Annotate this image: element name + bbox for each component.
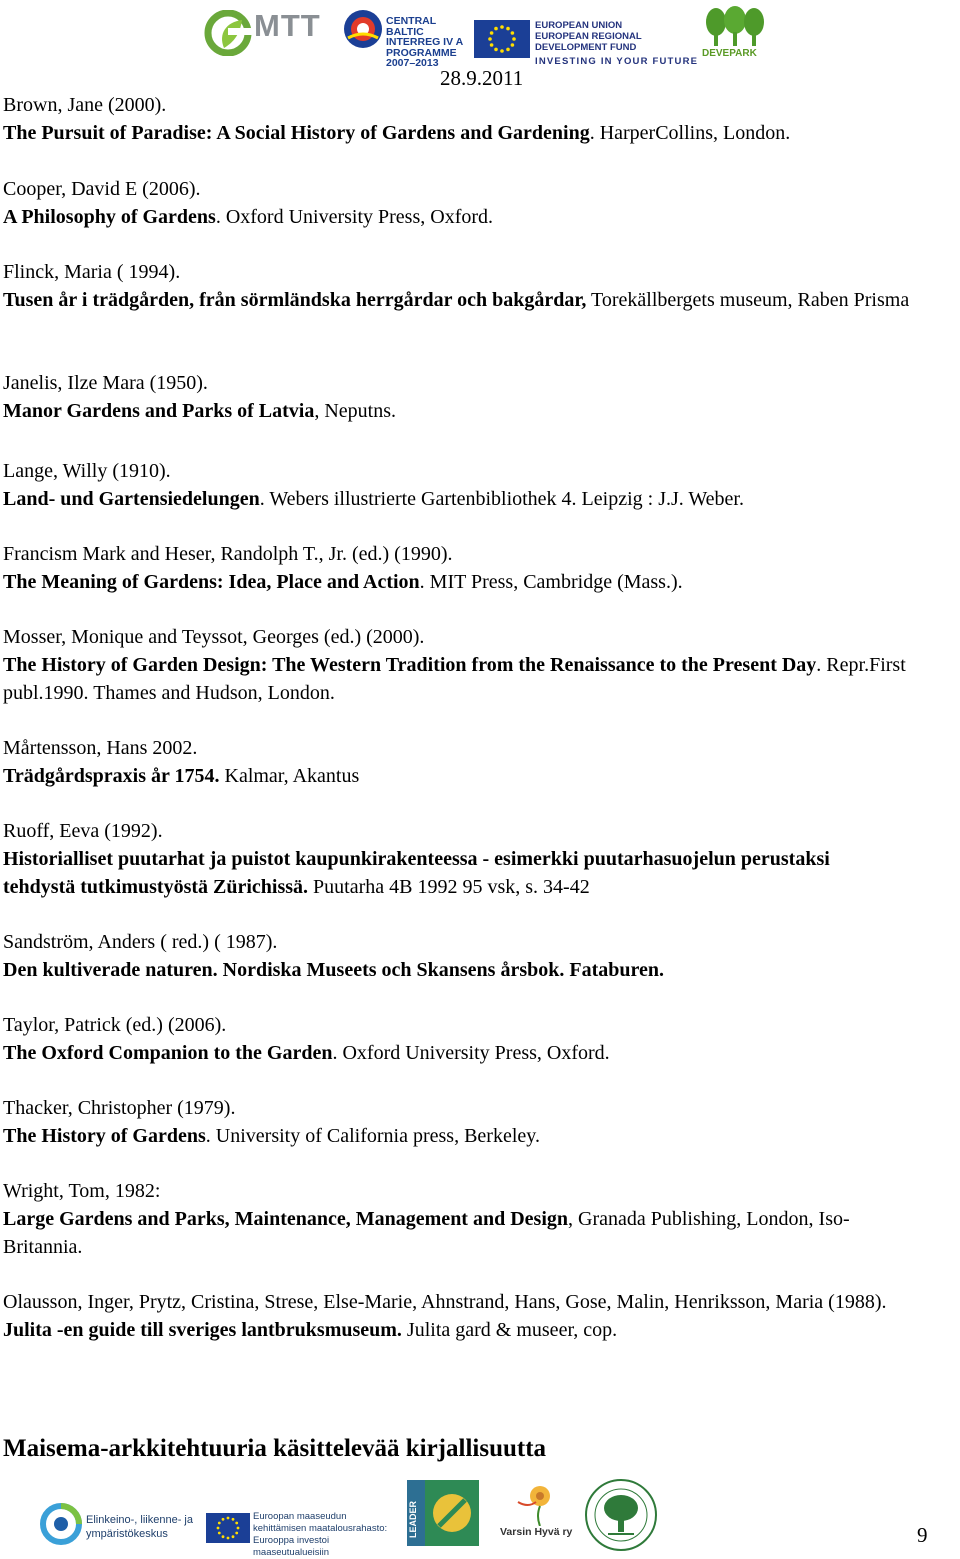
devepark-text: DEVEPARK — [702, 48, 757, 59]
document-date: 28.9.2011 — [440, 66, 524, 90]
oak-tree-seal-icon — [584, 1478, 658, 1552]
mtt-logo-text: MTT — [254, 8, 321, 43]
reference-author: Francism Mark and Heser, Randolph T., Jr. (ed.) (1990). — [3, 543, 453, 565]
reference-publisher: , Neputns. — [314, 400, 396, 422]
cb-line-2: INTERREG IV A — [386, 36, 464, 48]
reference-entry — [3, 1094, 958, 1150]
reference-publisher: . Oxford University Press, Oxford. — [215, 206, 494, 228]
reference-publisher: . University of California press, Berkeley. — [205, 1125, 540, 1147]
reference-publisher: . Oxford University Press, Oxford. — [332, 1042, 610, 1064]
devepark-trees-icon — [702, 6, 768, 48]
reference-publisher: , Granada Publishing, London, Iso-Britannia. — [3, 1208, 850, 1258]
eu-flag-small-icon — [206, 1513, 250, 1543]
reference-publisher: Kalmar, Akantus — [219, 765, 360, 787]
eu-line-2: EUROPEAN REGIONAL DEVELOPMENT FUND — [535, 31, 642, 53]
reference-entry — [3, 734, 958, 790]
leader-emblem-icon — [407, 1480, 479, 1546]
ely-text — [86, 1513, 206, 1541]
reference-publisher: . HarperCollins, London. — [589, 122, 791, 144]
varsin-hyva-logo — [510, 1478, 570, 1531]
eu-text — [535, 20, 700, 67]
reference-author: Sandström, Anders ( red.) ( 1987). — [3, 931, 278, 953]
eu-flag-footer — [206, 1513, 250, 1548]
reference-author: Wright, Tom, 1982: — [3, 1180, 161, 1202]
leader-label: LEADER — [408, 1500, 418, 1538]
reference-title: Manor Gardens and Parks of Latvia — [3, 400, 315, 422]
reference-entry — [3, 1177, 903, 1261]
reference-author: Flinck, Maria ( 1994). — [3, 261, 181, 283]
reference-author: Janelis, Ilze Mara (1950). — [3, 372, 208, 394]
reference-author: Taylor, Patrick (ed.) (2006). — [3, 1014, 227, 1036]
reference-title: The Oxford Companion to the Garden — [3, 1042, 333, 1064]
reference-title: Historialliset puutarhat ja puistot kaupunkirakenteessa - esimerkki puutarhasuojelun perustaksi tehdystä tutkimustyöstä Zürichissä. — [3, 848, 830, 898]
central-baltic-circle-icon — [342, 8, 384, 50]
reference-title: Julita -en guide till sveriges lantbruksmuseum. — [3, 1319, 402, 1341]
maaseutu-line-1: Euroopan maaseudun — [253, 1511, 347, 1522]
reference-entry — [3, 817, 903, 901]
eu-flag — [474, 20, 530, 63]
eu-line-1: EUROPEAN UNION — [535, 20, 623, 31]
reference-author: Mosser, Monique and Teyssot, Georges (ed.) (2000). — [3, 626, 425, 648]
reference-publisher: Julita gard & museer, cop. — [401, 1319, 618, 1341]
varsin-hyva-flower-icon — [510, 1478, 570, 1526]
reference-entry — [3, 623, 958, 707]
maaseutu-line-2: kehittämisen maatalousrahasto: — [253, 1523, 388, 1534]
reference-title: The Pursuit of Paradise: A Social History of Gardens and Gardening — [3, 122, 590, 144]
reference-title: Tusen år i trädgården, från sörmländska herrgårdar och bakgårdar, — [3, 289, 587, 311]
reference-entry — [3, 91, 958, 147]
cb-line-4: 2007–2013 — [386, 57, 439, 69]
suomen-kulttuurirahasto-seal — [584, 1478, 658, 1557]
reference-title: The Meaning of Gardens: Idea, Place and Action — [3, 571, 420, 593]
reference-publisher: Torekällbergets museum, Raben Prisma — [586, 289, 910, 311]
cb-line-1: CENTRAL BALTIC — [386, 15, 436, 38]
reference-publisher: . Repr.First publ.1990. Thames and Hudson, London. — [3, 654, 906, 704]
reference-entry — [3, 540, 958, 596]
reference-author: Mårtensson, Hans 2002. — [3, 737, 198, 759]
reference-title: Trädgårdspraxis år 1754. — [3, 765, 220, 787]
reference-author: Brown, Jane (2000). — [3, 94, 167, 116]
reference-title: The History of Garden Design: The Western Tradition from the Renaissance to the Present Day — [3, 654, 817, 676]
reference-author: Cooper, David E (2006). — [3, 178, 201, 200]
section-heading: Maisema-arkkitehtuuria käsittelevää kirjallisuutta — [3, 1435, 547, 1462]
cb-line-3: PROGRAMME — [386, 46, 457, 59]
reference-author: Thacker, Christopher (1979). — [3, 1097, 236, 1119]
reference-entry — [3, 369, 958, 425]
devepark-logo — [702, 6, 768, 53]
reference-publisher: Puutarha 4B 1992 95 vsk, s. 34-42 — [308, 876, 590, 898]
reference-title: A Philosophy of Gardens — [3, 206, 216, 228]
reference-publisher: . Webers illustrierte Gartenbibliothek 4. Leipzig : J.J. Weber. — [259, 488, 744, 510]
reference-author: Lange, Willy (1910). — [3, 460, 171, 482]
reference-author: Ruoff, Eeva (1992). — [3, 820, 163, 842]
eu-flag-icon — [474, 20, 530, 58]
reference-entry — [3, 1288, 938, 1344]
central-baltic-text — [386, 16, 466, 69]
reference-entry — [3, 1011, 958, 1067]
eu-slogan: INVESTING IN YOUR FUTURE — [535, 56, 699, 67]
ely-line-2: ympäristökeskus — [86, 1528, 168, 1540]
reference-entry — [3, 258, 958, 314]
maaseutu-line-3: Eurooppa investoi maaseutualueisiin — [253, 1535, 330, 1558]
reference-entry — [3, 175, 958, 231]
reference-title: Land- und Gartensiedelungen — [3, 488, 260, 510]
central-baltic-emblem — [342, 8, 384, 55]
maaseutu-text — [253, 1511, 403, 1559]
reference-title: Large Gardens and Parks, Maintenance, Management and Design — [3, 1208, 568, 1230]
ely-swirl-icon — [40, 1503, 82, 1545]
reference-title: The History of Gardens — [3, 1125, 206, 1147]
reference-entry — [3, 928, 958, 984]
ely-logo — [40, 1503, 82, 1550]
reference-author: Olausson, Inger, Prytz, Cristina, Strese, Else-Marie, Ahnstrand, Hans, Gose, Malin, Henriksson, Maria (1988). — [3, 1291, 887, 1313]
ely-line-1: Elinkeino-, liikenne- ja — [86, 1514, 193, 1526]
mtt-leaf-icon — [204, 10, 252, 56]
reference-publisher: . MIT Press, Cambridge (Mass.). — [419, 571, 683, 593]
reference-entry — [3, 457, 958, 513]
page-number: 9 — [917, 1523, 928, 1547]
reference-title: Den kultiverade naturen. Nordiska Museets och Skansens årsbok. Fataburen. — [3, 959, 665, 981]
leader-logo — [407, 1480, 479, 1551]
varsin-hyva-text: Varsin Hyvä ry — [500, 1526, 573, 1538]
